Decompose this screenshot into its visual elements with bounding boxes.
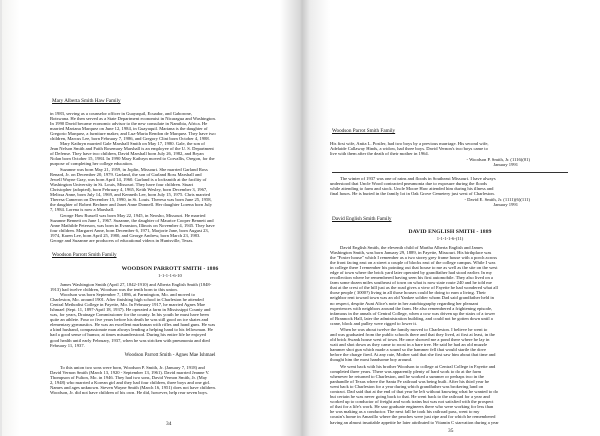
text-line: quite an athlete. Four or five years before his death he was still good on ice skates and (50, 317, 209, 323)
text-line: of Defense. They have two children, David Marshall born July 26, 1982, and Bryan (50, 151, 204, 157)
page-number: 35 (448, 428, 454, 434)
signature-date: January 1991 (493, 162, 518, 167)
text-line: good health until early February, 1937, when he was stricken with pneumonia and died (50, 337, 210, 343)
text-line: was, for years, Drainage Commissioner for the county. In his youth he must have been (50, 312, 209, 318)
text-line: having an almost insatiable appetite he later attributed to Vitamin C starvation during a year (330, 419, 499, 425)
text-line: old brick Swank house west of town. He once showed me a pond there where he lay in (330, 337, 490, 343)
text-line: in college there I remember his pointing out that house to me as well as the site on the west (330, 265, 498, 271)
text-line: The winter of 1937 was one of rains and floods in Southeast Missouri. I have always (340, 176, 496, 181)
text-line: panhandle of Texas where the Santa Fe railroad was being built. After his third year he (330, 379, 490, 385)
paragraph-woodson-jr-note (330, 141, 570, 156)
text-line: before the charge fired. At any rate, Mother said that she first saw him about that time and (330, 352, 496, 358)
page-edge-left (0, 0, 2, 436)
paragraph-suzanne (50, 167, 290, 212)
text-line: George Haw Russell was born May 22, 1945, in Neosho, Missouri. He married (60, 213, 206, 218)
text-line: hammer shot gun which made a sound so the hammer fell that would startle the dove (330, 347, 487, 353)
text-line: In 1990 David became economic advisor to the new consulate in Namibia, Africa. He (50, 121, 208, 127)
text-line: and was graduated from the public schools there and that they lived, at first at least, in the (330, 332, 495, 338)
text-line: Adelaide Callaway Hinds, a widow, had three boys. David Vernon's two boys came to (330, 146, 488, 152)
text-line: Jean Nelson Smith and Faith Rosemary Marshall is an employee of the U. S. Department (50, 146, 214, 152)
text-line: that at the crest of the hill just as the road gives a view of Fayette he had wondered what all (330, 285, 498, 291)
text-line: thought him the most handsome boy around. (330, 357, 413, 363)
text-line: neighbor rent toward town was an old Yankee soldier whom Dad said grandfather held in (330, 295, 494, 301)
text-line: the front facing east on a street a couple of blocks east of the college campus. While I was (330, 260, 496, 266)
text-line: Charleston, Mo. around 1901. After finishing high school in Charleston he attended (50, 297, 204, 303)
text-line: he was making as a conductor. The next fall he took his railroad pass, went to my (330, 409, 480, 415)
text-line: George and Suzanne are producers of educational videos in Huntsville, Texas. (50, 238, 194, 244)
text-line: When he was about twelve the family moved to Charleston. I believe he went to (340, 327, 488, 332)
text-line: 2, 1948) who married a Korean girl and they had four children, three boys and one girl. (50, 380, 211, 386)
text-line: elementary gymnastics. He was an excellent marksman with rifles and hand guns. He was (50, 322, 216, 328)
text-line: His first wife, Anita L. Postler, had two boys by a previous marriage. His second wife, (330, 141, 489, 146)
text-line: Botswana. He then served as a State Department economist in Nicaragua and Washington. (50, 116, 216, 122)
text-line: 1974, Karen Lee, born April 25, 1980, and George Andrew, born March 23, 1983. (50, 233, 201, 239)
text-line: Central Methodist College in Fayette, Mo. In February 1917, he married Agnes Mae (50, 302, 206, 308)
right-page (330, 0, 570, 436)
text-line: four children. Margaret Anne, born December 6, 1971, Marjorie Jane, born August 23, (50, 228, 209, 234)
text-line: infamous in the annals of Central College, when a cow was driven up the stairs of a tower (330, 310, 496, 316)
woodson-title: WOODSON PARROTT SMITH - 1886 (121, 266, 219, 272)
text-line: live with them after the death of their mother in 1964. (330, 151, 429, 157)
text-line: Theresa Cameron on December 15, 1990, in St. Louis. Theresa was born June 25, 1958, (50, 197, 212, 203)
paragraph-david-charleston (330, 327, 570, 362)
text-line: Mary Kathryn married Gale Marshall Smith on May 17, 1980. Gale, the son of (60, 141, 205, 147)
section-divider (332, 172, 568, 173)
text-line: Melissa Anne, born July 14, 1969, and Kenneth Lee, born July 15, 1975. Chris married (50, 192, 210, 198)
text-line: Washington University in St. Louis, Missouri. They have four children. Stuart (50, 182, 194, 188)
text-line: purpose of completing her college education. (50, 161, 133, 167)
text-line: crane, block and pulley were rigged to lower it. (330, 320, 417, 326)
text-line: recollection where he remembered having seen his first automobile. They also lived on a (330, 275, 493, 281)
woodson-marriage-subtitle: Woodson Parrott Smith - Agnes Mae Ishmael (124, 353, 216, 358)
text-line: Nolan born October 15, 1984. In 1990 Mary Kathryn moved to Corvallis, Oregon, for the (50, 156, 215, 162)
left-page (50, 0, 290, 436)
text-line: Gregorio Marquez, a furniture maker, and Luz-Maria Rendon de Marquez. They have two (50, 131, 216, 137)
text-line: Washington Smith, was born January 29, 1889, in Fayette, Missouri. His birthplace was (330, 250, 492, 256)
text-line: Names and ages unknown. Steven Wayne Smith (March 16, 1951) does not have children. (50, 385, 216, 391)
text-line: February 11, 1937. (50, 342, 85, 348)
text-line: To this union two sons were born, Woodson P. Smith, Jr. (January 7, 1918) and (60, 365, 205, 370)
paragraph-haw-family (50, 111, 290, 167)
text-line: children, Marcus Lee, born February 7, 1986, and Gregory Clint born October 4, 1988. (50, 136, 210, 142)
text-line: Suzanne Bennett on June 1, 1967. Suzanne, the daughter of Maurice Cooper Bennett and (50, 218, 214, 224)
woodson-code: 1-1-1-1-6-10 (158, 273, 182, 278)
page-number: 34 (166, 421, 172, 427)
text-line: Renard, Jr. on December 20, 1979. Garland, the son of Garland Ross Marshall and (50, 172, 202, 178)
text-line: married Mariana Marquez on June 12, 1984, in Guayaquil. Mariana is the daughter of (50, 126, 208, 132)
text-line: whenever he returned to Charleston, and he worked a summer or perhaps two in the (330, 374, 484, 380)
text-line: final hours. He is buried in the family lot in Oak Grove Cemetery just west of Charleston. (330, 191, 495, 197)
text-line: 7, 1984. Lorena is now a Marshall. (50, 207, 115, 213)
text-line: completed three years. There was apparently plenty of hard work to do at the farm (330, 369, 482, 375)
text-line: in 1983, serving as a counselor officer in Guayaquil, Ecuador, and Gaborone, (50, 111, 192, 116)
text-line: a kind husband, compassionate man always lending a helping hand to his fellowman. He (50, 327, 213, 333)
text-line: Thompson of Fulton, Mo. in 1946. They had two sons, David Vernon Smith, Jr. (May (50, 375, 208, 381)
text-line: Christopher (adopted), born February 4, 1965, Keith Wesley, born December 3, 1967, (50, 187, 208, 193)
text-line: 1913) had twelve children, Woodson was the tenth born to this union. (50, 287, 178, 293)
text-line: of Brannock Hall, later the administration building, and could not be gotten down until a (330, 315, 493, 321)
text-line: no respect, despite Aunt Alice's note in her autobiography regarding her pleasant (330, 300, 479, 306)
section-heading: Woodson Parrot Smith Family (332, 128, 396, 134)
text-line: James Washington Smith (April 27, 1842-1910) and Alberta English Smith (1848- (60, 282, 212, 287)
text-line: farm some dozen miles southeast of town on what is now state route 240 and he told me (330, 280, 492, 286)
text-line: wait and shot down as they came to roost in a bare tree. He said he had an old muzzle (330, 342, 488, 348)
text-line: but certain he was never going back to that. He went back to the railroad for a year and (330, 394, 490, 400)
text-line: cousin's home in Amarillo where the peaches were just ripe and for which he remembered (330, 414, 496, 420)
text-line: Jewell Wayne Gray, was born April 14, 1960. Garland is a locksmith at the facility of (50, 177, 207, 183)
david-title: DAVID ENGLISH SMITH - 1889 (408, 229, 492, 235)
text-line: the daughter of Robert Bechner and Janet Anne Donnell. Her daughter Lorena born July (50, 202, 213, 208)
paragraph-david-birth (330, 245, 570, 326)
paragraph-winter-1937 (330, 176, 570, 196)
text-line: contract. Dad said that at the end of that year he left without knowing what he wanted to do (330, 389, 499, 395)
signature: - David E. Smith, Jr. (1111)(6)(111) (464, 197, 530, 202)
text-line: Suzanne was born May 21, 1959, in Joplin, Missouri. She married Garland Ross (60, 167, 208, 172)
paragraph-david-college (330, 364, 570, 425)
text-line: We went back with his brother Woodson to college at Central College in Fayette and (340, 364, 496, 369)
signature-date: January 1991 (493, 202, 518, 207)
paragraph-woodson-bio (50, 282, 290, 348)
text-line: edge of town where the brick yard later operated by grandfather had stood earlier. In my (330, 270, 492, 276)
section-heading: David English Smith Family (332, 216, 392, 222)
text-line: had a good sense of humor, at times misunderstood. During his entire life he enjoyed (50, 332, 206, 338)
text-line: while attending to farm and stock. Uncle Moore Haw attended him during his illness and (330, 186, 494, 192)
text-line: David English Smith, the eleventh child of Martha Alberta English and James (340, 245, 483, 250)
subheading-woodson-family: Woodson Parrott Smith Family (52, 252, 117, 258)
text-line: David Vernon Smith (March 13, 1920 - September 13, 1961). David married Jeanne V. (50, 370, 210, 376)
text-line: went back to Charleston for a year during which grandfather was brokering land on (330, 384, 484, 390)
paragraph-george (50, 213, 290, 243)
text-line: the "Foster house" which I remember as a two storey grey frame house with a porch across (330, 255, 498, 261)
text-line: experiences with neighbors around the farm. He also remembered a frightening episode, (330, 305, 493, 311)
section-heading: Mary Alberta Smith Haw Family (52, 98, 121, 104)
text-line: Ishmael (Sept. 11, 1897-April 18, 1937). He operated a farm in Mississippi County and (50, 307, 211, 313)
paragraph-woodson-sons (50, 365, 290, 395)
signature: - Woodson P. Smith, Jr. (1116)(01) (466, 157, 530, 162)
text-line: understood that Uncle Wood contracted pneumonia due to exposure during the floods (330, 181, 488, 187)
text-line: Anne Mathilde Peterson, was born in Evanston, Illinois on November 4, 1945. They have (50, 223, 215, 229)
david-code: 1-1-1-1-6-(11) (436, 236, 464, 241)
text-line: Woodson was born September 7, 1886, at Farmington, Mo. and moved to (60, 292, 196, 298)
text-line: worked up to conductor of freight and work trains but was not satisfied with the prospect (330, 399, 494, 405)
text-line: those people ( 3000?) living in all those houses could be doing to earn a living. Their (330, 290, 486, 296)
text-line: of that for a life's work. He saw graduate engineers there who were working for less than (330, 404, 494, 410)
text-line: Woodson, Jr. did not have children of his own. He did, however, help rear seven boys. (50, 390, 209, 396)
